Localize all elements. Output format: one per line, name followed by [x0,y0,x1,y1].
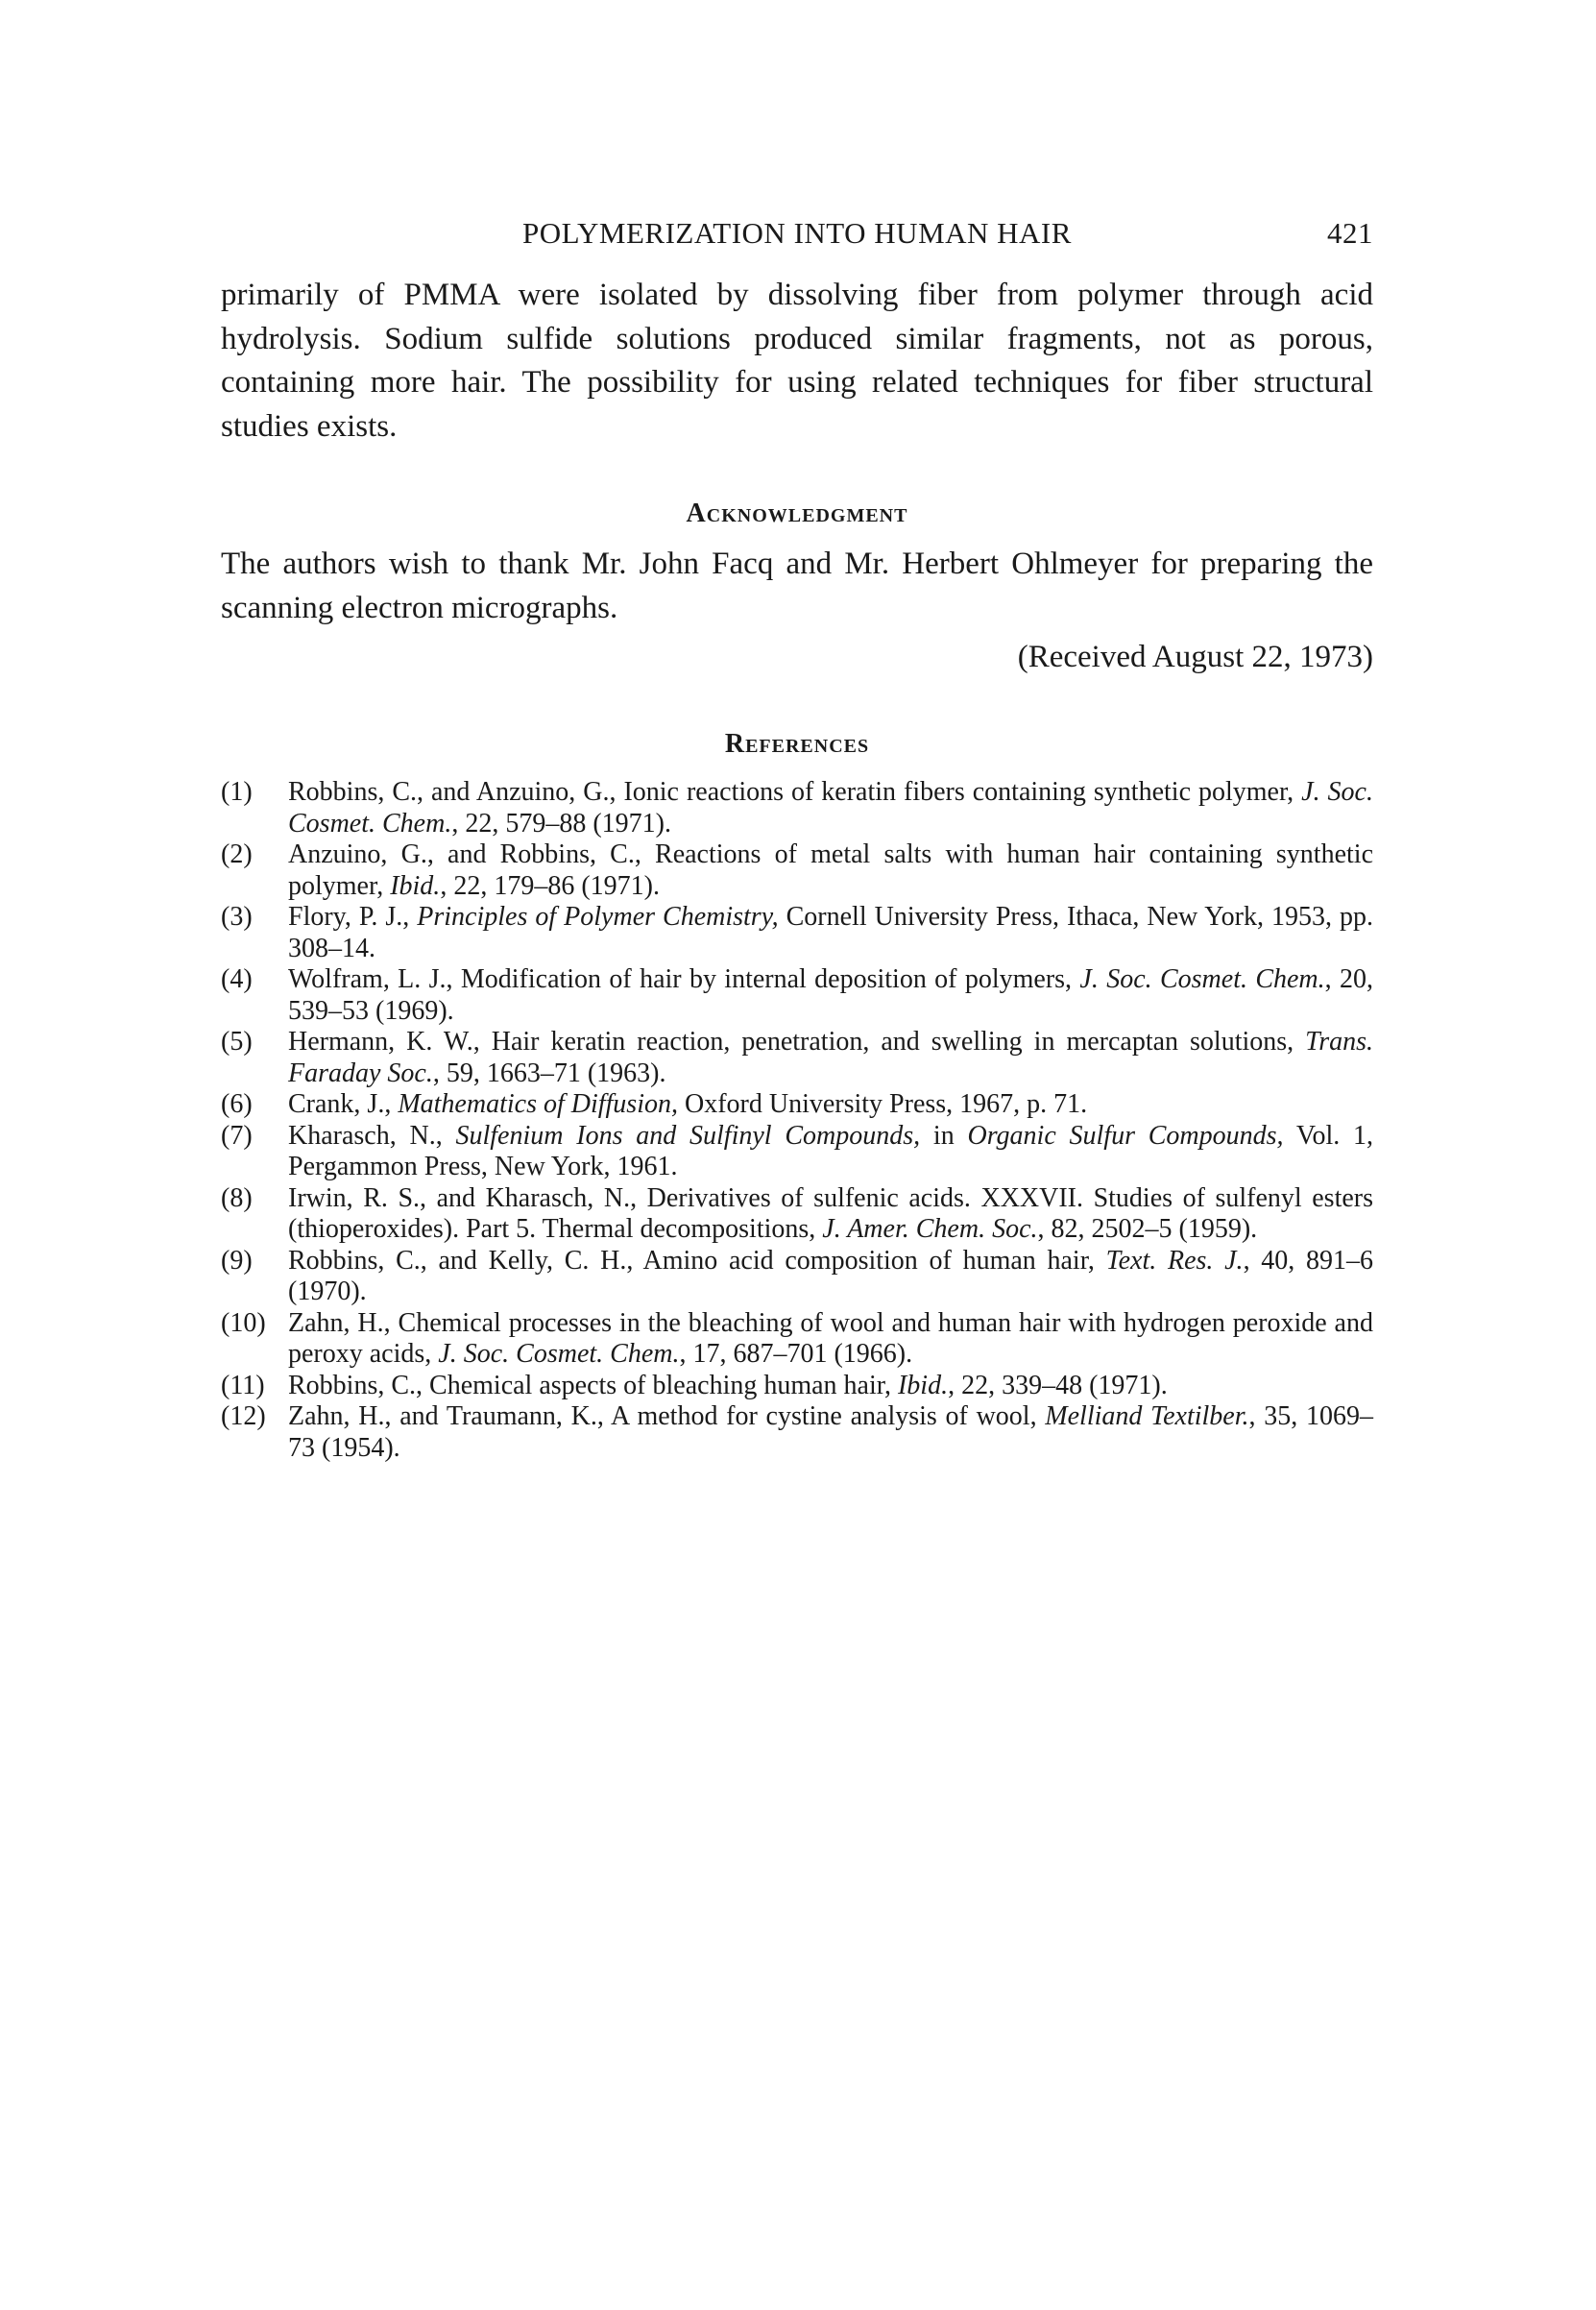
reference-italic-segment: Mathematics of Diffusion, [398,1089,678,1119]
reference-segment: , 40, 891–6 (1970). [288,1245,1373,1306]
reference-italic-segment: Text. Res. J. [1105,1245,1244,1276]
reference-text [288,1027,1373,1089]
reference-number: (1) [221,777,253,807]
reference-text [288,1121,1373,1183]
reference-segment: Robbins, C., and Anzuino, G., Ionic reactions of keratin fibers containing synthetic polymer, [288,777,1302,807]
reference-italic-segment: Principles of Polymer Chemistry, [417,902,779,932]
reference-italic-segment: Sulfenium Ions and Sulfinyl Compounds, [455,1120,921,1151]
running-title: POLYMERIZATION INTO HUMAN HAIR [522,216,1072,250]
reference-segment: Vol. 1, Pergammon Press, New York, 1961. [288,1120,1373,1181]
reference-italic-segment: J. Soc. Cosmet. Chem. [438,1339,680,1369]
acknowledgment-text: The authors wish to thank Mr. John Facq and Mr. Herbert Ohlmeyer for preparing the scanning electron micrographs. [221,547,1373,625]
reference-text [288,839,1373,902]
reference-number: (11) [221,1370,265,1400]
journal-page [221,216,1373,1464]
reference-italic-segment: Trans. Faraday Soc. [288,1027,1373,1088]
reference-number: (12) [221,1401,266,1431]
reference-item [221,1401,1373,1464]
reference-italic-segment: Ibid. [390,870,441,901]
reference-item [221,902,1373,964]
reference-number: (2) [221,839,253,869]
reference-segment: , 35, 1069–73 (1954). [288,1401,1373,1463]
reference-segment: Kharasch, N., [288,1120,456,1151]
reference-italic-segment: Melliand Textilber. [1045,1401,1249,1431]
received-date: (Received August 22, 1973) [1017,640,1373,674]
reference-text [288,1308,1373,1371]
reference-segment: , 22, 579–88 (1971). [451,808,671,839]
reference-number: (3) [221,902,253,932]
reference-italic-segment: Ibid. [897,1370,949,1400]
reference-number: (6) [221,1089,253,1119]
reference-number: (7) [221,1120,253,1151]
reference-item [221,1089,1373,1121]
reference-item [221,1371,1373,1402]
reference-segment: Robbins, C., and Kelly, C. H., Amino acid composition of human hair, [288,1245,1106,1276]
reference-segment: , 22, 179–86 (1971). [440,870,660,901]
reference-segment: , 17, 687–701 (1966). [679,1339,913,1369]
reference-italic-segment: J. Amer. Chem. Soc. [822,1214,1038,1244]
reference-number: (9) [221,1245,253,1276]
reference-segment: Crank, J., [288,1089,399,1119]
references-heading: References [724,729,870,759]
reference-text [288,1401,1373,1464]
reference-italic-segment: J. Soc. Cosmet. Chem. [288,777,1373,839]
page-number: 421 [1327,216,1373,250]
reference-segment: , 20, 539–53 (1969). [288,964,1374,1026]
body-paragraph: primarily of PMMA were isolated by dissolving fiber from polymer through acid hydrolysis. Sodium sulfide solutions produced similar fragments, not as porous, containing more hair. The possibility for using related techniques for fiber structural studies exists. [221,278,1373,444]
reference-text [288,1246,1373,1308]
reference-text [288,902,1373,964]
reference-segment: Irwin, R. S., and Kharasch, N., Derivatives of sulfenic acids. XXXVII. Studies of sulfenyl esters (thioperoxides). Part 5. Thermal decompositions, [288,1182,1373,1244]
reference-item [221,1183,1373,1246]
reference-segment: , 22, 339–48 (1971). [948,1370,1168,1400]
reference-text [288,1183,1373,1246]
reference-italic-segment: Organic Sulfur Compounds, [967,1120,1284,1151]
reference-number: (10) [221,1307,266,1338]
reference-item [221,839,1373,902]
reference-number: (4) [221,964,253,994]
reference-text [288,1371,1373,1402]
acknowledgment-heading: Acknowledgment [686,498,908,528]
reference-number: (8) [221,1182,253,1213]
reference-segment: Anzuino, G., and Robbins, C., Reactions of metal salts with human hair containing synthetic polymer, [288,839,1373,901]
reference-text [288,777,1373,839]
reference-italic-segment: J. Soc. Cosmet. Chem. [1079,964,1325,994]
reference-segment: Flory, P. J., [288,902,418,932]
reference-number: (5) [221,1027,253,1057]
reference-segment: Hermann, K. W., Hair keratin reaction, penetration, and swelling in mercaptan solutions, [288,1027,1306,1057]
reference-segment: Oxford University Press, 1967, p. 71. [677,1089,1088,1119]
running-head [221,216,1373,274]
reference-segment: Wolfram, L. J., Modification of hair by internal deposition of polymers, [288,964,1080,994]
reference-item [221,964,1373,1027]
reference-segment: Zahn, H., and Traumann, K., A method for cystine analysis of wool, [288,1401,1046,1431]
reference-item [221,777,1373,839]
reference-segment: Robbins, C., Chemical aspects of bleaching human hair, [288,1370,898,1400]
reference-text [288,964,1373,1027]
reference-segment: in [920,1120,968,1151]
reference-item [221,1027,1373,1089]
reference-segment: , 82, 2502–5 (1959). [1037,1214,1258,1244]
reference-segment: , 59, 1663–71 (1963). [432,1058,666,1088]
reference-segment: Cornell University Press, Ithaca, New York, 1953, pp. 308–14. [288,902,1373,963]
reference-text [288,1089,1373,1121]
reference-segment: Zahn, H., Chemical processes in the bleaching of wool and human hair with hydrogen peroxide and peroxy acids, [288,1307,1373,1369]
reference-item [221,1121,1373,1183]
reference-item [221,1246,1373,1308]
reference-item [221,1308,1373,1371]
reference-list [221,777,1373,1464]
